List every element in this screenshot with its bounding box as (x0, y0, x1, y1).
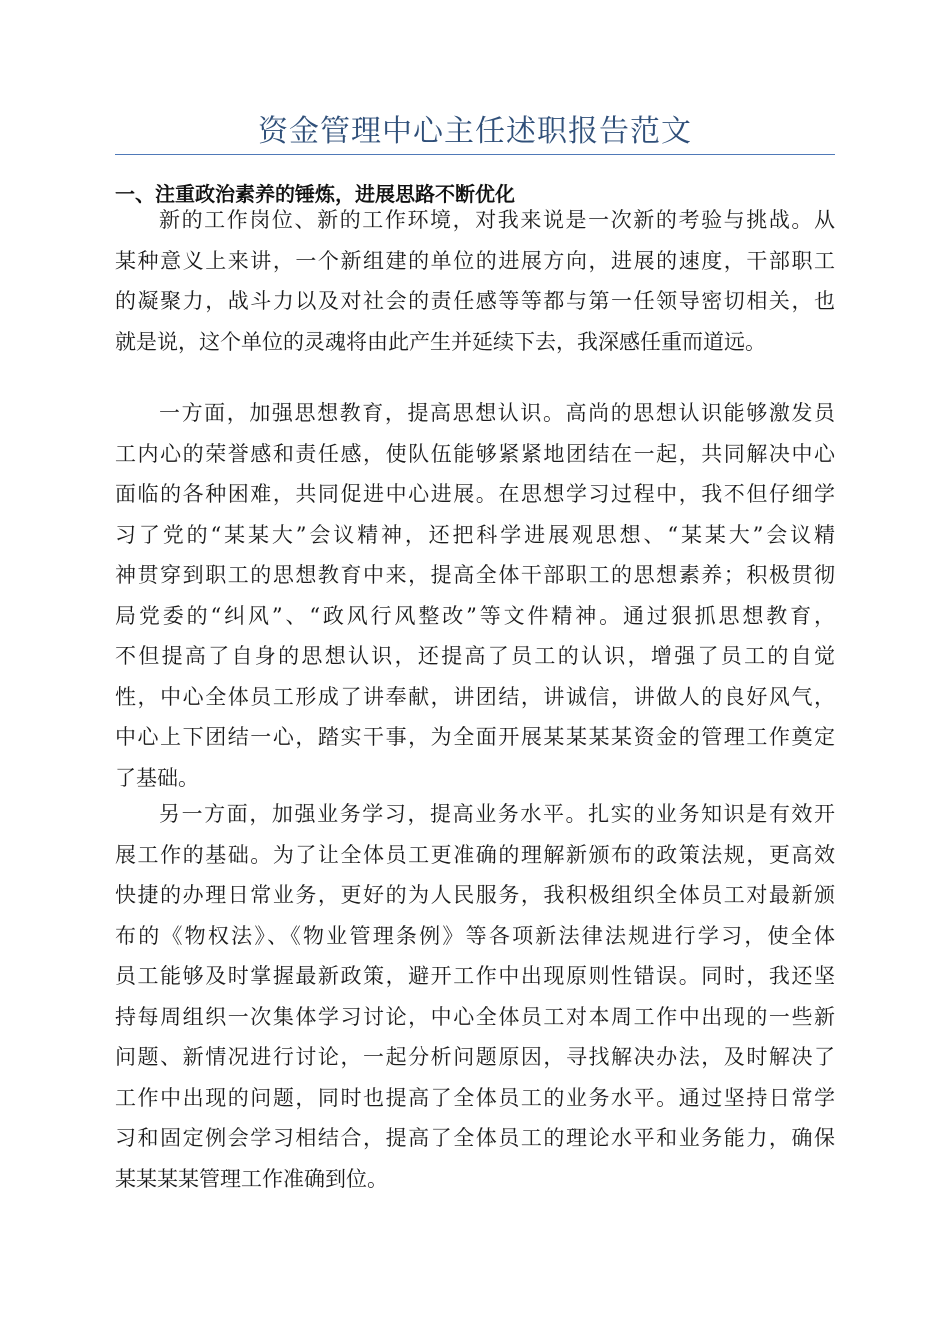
document-title: 资金管理中心主任述职报告范文 (258, 114, 692, 149)
section-heading: 一、注重政治素养的锤炼，进展思路不断优化 (115, 182, 515, 206)
paragraph-line: 就是说，这个单位的灵魂将由此产生并延续下去，我深感任重而道远。 (115, 329, 766, 354)
paragraph-line: 持每周组织一次集体学习讨论，中心全体员工对本周工作中出现的一些新 (115, 1004, 835, 1029)
paragraph-line: 某某某某管理工作准确到位。 (115, 1166, 388, 1191)
paragraph-line: 的凝聚力，战斗力以及对社会的责任感等等都与第一任领导密切相关，也 (115, 289, 835, 313)
paragraph-line: 一方面，加强思想教育，提高思想认识。高尚的思想认识能够激发员 (159, 401, 835, 425)
paragraph-2 (115, 393, 835, 798)
paragraph-line: 布的《物权法》、《物业管理条例》等各项新法律法规进行学习，使全体 (115, 923, 835, 948)
paragraph-line: 工作中出现的问题，同时也提高了全体员工的业务水平。通过坚持日常学 (115, 1085, 835, 1110)
paragraph-line: 员工能够及时掌握最新政策，避开工作中出现原则性错误。同时，我还坚 (115, 964, 835, 988)
paragraph-line: 问题、新情况进行讨论，一起分析问题原因，寻找解决办法，及时解决了 (115, 1045, 835, 1069)
paragraph-line: 工内心的荣誉感和责任感，使队伍能够紧紧地团结在一起，共同解决中心 (115, 441, 835, 466)
paragraph-line: 局党委的“纠风”、“政风行风整改”等文件精神。通过狠抓思想教育， (115, 603, 835, 628)
paragraph-line: 了基础。 (115, 765, 199, 790)
paragraph-line: 习和固定例会学习相结合，提高了全体员工的理论水平和业务能力，确保 (115, 1126, 835, 1150)
paragraph-1 (115, 200, 835, 362)
paragraph-line: 神贯穿到职工的思想教育中来，提高全体干部职工的思想素养；积极贯彻 (115, 563, 835, 587)
paragraph-line: 习了党的“某某大”会议精神，还把科学进展观思想、“某某大”会议精 (115, 522, 835, 547)
paragraph-line: 性，中心全体员工形成了讲奉献，讲团结，讲诚信，讲做人的良好风气， (115, 684, 835, 709)
paragraph-line: 不但提高了自身的思想认识，还提高了员工的认识，增强了员工的自觉 (115, 644, 835, 668)
paragraph-line: 某种意义上来讲，一个新组建的单位的进展方向，进展的速度，干部职工 (115, 248, 835, 273)
paragraph-line: 快捷的办理日常业务，更好的为人民服务，我积极组织全体员工对最新颁 (115, 883, 835, 907)
paragraph-3 (115, 794, 835, 1199)
paragraph-line: 面临的各种困难，共同促进中心进展。在思想学习过程中，我不但仔细学 (115, 482, 835, 506)
paragraph-line: 展工作的基础。为了让全体员工更准确的理解新颁布的政策法规，更高效 (115, 842, 835, 867)
paragraph-line: 中心上下团结一心，踏实干事，为全面开展某某某某资金的管理工作奠定 (115, 725, 835, 749)
title-underline (115, 154, 835, 155)
paragraph-line: 新的工作岗位、新的工作环境，对我来说是一次新的考验与挑战。从 (159, 208, 835, 232)
paragraph-line: 另一方面，加强业务学习，提高业务水平。扎实的业务知识是有效开 (159, 802, 835, 826)
